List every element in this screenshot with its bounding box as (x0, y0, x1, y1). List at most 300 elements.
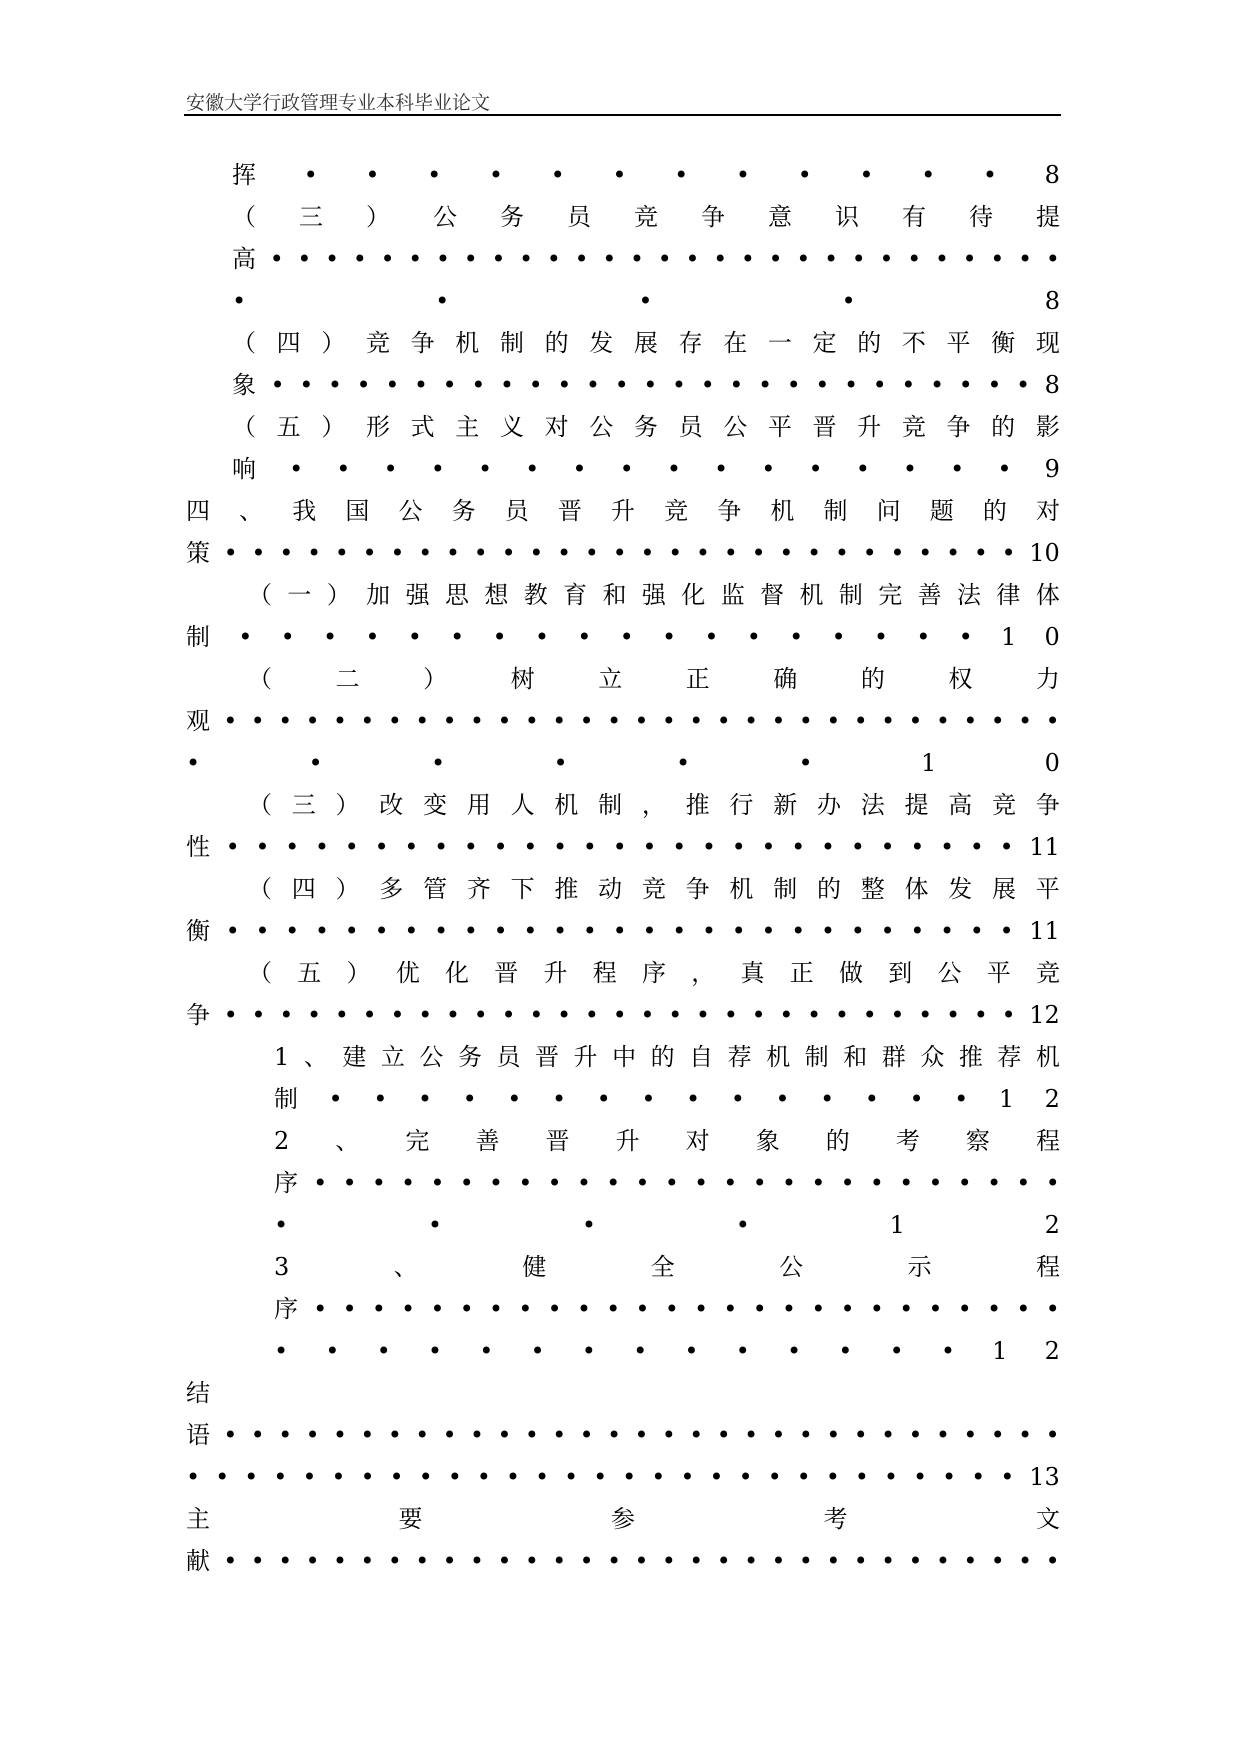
leader-dot: • (853, 1547, 868, 1575)
toc-text: （ (232, 329, 256, 357)
leader-dot: • (251, 539, 266, 567)
leader-dot: • (579, 1547, 594, 1575)
leader-dot: • (244, 1463, 259, 1491)
leader-dot: • (186, 749, 201, 777)
leader-dot: • (270, 371, 285, 399)
toc-text: 竞 (901, 413, 926, 441)
toc-text: 题 (929, 497, 954, 525)
leader-dot: • (999, 917, 1014, 945)
leader-dot: • (890, 539, 905, 567)
leader-dot: • (716, 1421, 731, 1449)
toc-text: 义 (499, 413, 524, 441)
toc-text: 8 (1044, 161, 1060, 189)
leader-dot: • (796, 1463, 811, 1491)
toc-text: 晋 (545, 1127, 570, 1155)
leader-dot: • (730, 1085, 745, 1113)
leader-dot: • (445, 1001, 461, 1029)
toc-text: 定 (812, 329, 837, 357)
leader-dot: • (731, 833, 746, 861)
toc-text: 的 (991, 413, 1016, 441)
leader-dot: • (881, 707, 896, 735)
leader-dot: • (664, 1169, 679, 1197)
leader-dot: • (373, 1085, 388, 1113)
leader-dot: • (518, 1295, 533, 1323)
toc-line (274, 1036, 1060, 1078)
leader-dot: • (518, 1169, 533, 1197)
leader-dot: • (629, 245, 645, 273)
leader-dot: • (505, 1463, 521, 1491)
toc-text: 升 (615, 1127, 640, 1155)
leader-dot: • (278, 1421, 293, 1449)
leader-dot: • (939, 917, 955, 945)
leader-dot: • (462, 1085, 477, 1113)
leader-dot: • (376, 1337, 391, 1365)
leader-dot: • (935, 1421, 950, 1449)
toc-text: 公 (398, 497, 423, 525)
leader-dot: • (768, 245, 783, 273)
toc-text: 1 (992, 1337, 1008, 1365)
leader-dot: • (314, 833, 330, 861)
leader-dot: • (635, 1169, 650, 1197)
leader-dot: • (303, 161, 318, 189)
toc-text: 升 (543, 959, 568, 987)
leader-dot: • (945, 539, 961, 567)
toc-text: （ (248, 959, 272, 987)
leader-dot: • (612, 539, 627, 567)
leader-dot: • (552, 1547, 567, 1575)
toc-line (248, 952, 1060, 994)
toc-line (248, 574, 1060, 616)
toc-text: 衡 (991, 329, 1016, 357)
toc-text: 提 (1036, 203, 1060, 231)
toc-text: 文 (1036, 1505, 1060, 1533)
leader-dot: • (404, 833, 419, 861)
leader-dot: • (232, 287, 247, 315)
toc-text: 、 (303, 1043, 328, 1071)
leader-dot: • (274, 1211, 289, 1239)
toc-text: 机 (766, 1043, 791, 1071)
leader-dot: • (524, 1421, 539, 1449)
leader-dot: • (602, 245, 617, 273)
leader-dot: • (907, 245, 922, 273)
toc-text: 二 (335, 665, 360, 693)
toc-line (186, 910, 1060, 952)
leader-dot: • (841, 287, 856, 315)
toc-text: 四 (186, 497, 210, 525)
leader-dot: • (701, 833, 717, 861)
toc-text: 1 (274, 1043, 290, 1071)
leader-dot: • (557, 539, 572, 567)
toc-text: ） (326, 581, 351, 609)
toc-line (274, 1204, 1060, 1246)
leader-dot: • (250, 1547, 265, 1575)
toc-text: 教 (523, 581, 548, 609)
toc-text: 、 (393, 1253, 418, 1281)
toc-text: 荐 (727, 1043, 752, 1071)
toc-text: 10 (1029, 539, 1060, 567)
toc-line (232, 322, 1060, 364)
leader-dot: • (921, 161, 936, 189)
toc-line (186, 490, 1060, 532)
leader-dot: • (1045, 245, 1060, 273)
toc-text: 确 (773, 665, 798, 693)
leader-dot: • (186, 1463, 201, 1491)
leader-dot: • (497, 1421, 512, 1449)
leader-dot: • (344, 833, 359, 861)
leader-dot: • (546, 245, 561, 273)
leader-dot: • (908, 1421, 923, 1449)
leader-dot: • (612, 833, 627, 861)
toc-text: 的 (816, 875, 841, 903)
toc-line (232, 238, 1060, 280)
toc-text: 做 (839, 959, 863, 987)
leader-dot: • (278, 707, 293, 735)
leader-dot: • (798, 707, 813, 735)
toc-text: 新 (773, 791, 798, 819)
toc-line (186, 1414, 1060, 1456)
leader-dot: • (507, 1085, 522, 1113)
leader-dot: • (332, 1547, 348, 1575)
leader-dot: • (786, 1337, 802, 1365)
leader-dot: • (1045, 1547, 1060, 1575)
toc-text: 的 (650, 1043, 675, 1071)
toc-text: 国 (345, 497, 370, 525)
toc-text: 公 (589, 413, 614, 441)
leader-dot: • (881, 1421, 896, 1449)
leader-dot: • (479, 1337, 494, 1365)
leader-dot: • (751, 539, 766, 567)
leader-dot: • (371, 1169, 386, 1197)
toc-text: 考 (895, 1127, 920, 1155)
leader-dot: • (963, 1421, 978, 1449)
toc-line (186, 1540, 1060, 1582)
toc-text: 推 (554, 875, 579, 903)
toc-text: （ (232, 413, 256, 441)
leader-dot: • (497, 1547, 512, 1575)
toc-text: 策 (186, 539, 210, 567)
toc-text: 观 (186, 707, 210, 735)
leader-dot: • (661, 623, 677, 651)
leader-dot: • (714, 455, 729, 483)
leader-dot: • (493, 917, 508, 945)
toc-text: 察 (965, 1127, 990, 1155)
toc-text: 程 (1036, 1253, 1060, 1281)
leader-dot: • (743, 1421, 759, 1449)
leader-dot: • (834, 539, 849, 567)
leader-dot: • (493, 833, 508, 861)
leader-dot: • (826, 1421, 841, 1449)
leader-dot: • (694, 1169, 709, 1197)
leader-dot: • (825, 1463, 840, 1491)
leader-dot: • (757, 371, 773, 399)
toc-text: 群 (881, 1043, 906, 1071)
toc-text: 的 (857, 329, 882, 357)
leader-dot: • (250, 707, 265, 735)
leader-dot: • (524, 707, 539, 735)
toc-text: 五 (276, 413, 301, 441)
toc-text: 13 (1029, 1463, 1060, 1491)
leader-dot: • (415, 707, 430, 735)
leader-dot: • (771, 1547, 786, 1575)
leader-dot: • (840, 1169, 855, 1197)
toc-text: 高 (232, 245, 256, 273)
leader-dot: • (553, 833, 568, 861)
toc-text: 展 (992, 875, 1017, 903)
toc-text: 竞 (1036, 959, 1060, 987)
leader-dot: • (840, 1295, 855, 1323)
toc-text: （ (248, 875, 272, 903)
toc-text: 0 (1044, 749, 1060, 777)
toc-text: 完 (405, 1127, 430, 1155)
toc-text: 的 (982, 497, 1007, 525)
leader-dot: • (963, 707, 978, 735)
toc-text: 1 (889, 1211, 905, 1239)
leader-dot: • (360, 1547, 375, 1575)
leader-dot: • (325, 245, 340, 273)
leader-dot: • (552, 707, 567, 735)
leader-dot: • (635, 1295, 650, 1323)
leader-dot: • (255, 833, 270, 861)
leader-dot: • (701, 917, 717, 945)
leader-dot: • (1045, 707, 1060, 735)
leader-dot: • (223, 1421, 238, 1449)
leader-dot: • (779, 1001, 794, 1029)
leader-dot: • (971, 1463, 986, 1491)
toc-text: 影 (1035, 413, 1060, 441)
leader-dot: • (689, 1421, 704, 1449)
leader-dot: • (280, 623, 295, 651)
leader-dot: • (761, 455, 776, 483)
leader-dot: • (408, 245, 423, 273)
leader-dot: • (606, 1169, 621, 1197)
leader-dot: • (433, 833, 449, 861)
leader-dot: • (579, 1421, 594, 1449)
leader-dot: • (255, 917, 270, 945)
toc-text: 化 (681, 581, 706, 609)
leader-dot: • (661, 707, 676, 735)
toc-text: （ (248, 581, 272, 609)
toc-text: 建 (342, 1043, 367, 1071)
toc-line (186, 1456, 1060, 1498)
toc-text: （ (248, 791, 272, 819)
toc-text: 完 (878, 581, 903, 609)
leader-dot: • (289, 455, 304, 483)
leader-dot: • (838, 1337, 853, 1365)
leader-dot: • (365, 623, 380, 651)
leader-dot: • (779, 539, 794, 567)
leader-dot: • (958, 623, 973, 651)
toc-text: 高 (948, 791, 973, 819)
toc-text: 管 (423, 875, 448, 903)
leader-dot: • (928, 1169, 943, 1197)
toc-text: 强 (405, 581, 430, 609)
leader-dot: • (579, 707, 594, 735)
leader-dot: • (929, 371, 945, 399)
leader-dot: • (786, 371, 801, 399)
leader-dot: • (576, 1169, 591, 1197)
toc-text: 机 (799, 581, 824, 609)
toc-text: 变 (423, 791, 448, 819)
leader-dot: • (872, 371, 887, 399)
leader-dot: • (574, 245, 589, 273)
leader-dot: • (442, 1421, 457, 1449)
leader-dot: • (843, 371, 859, 399)
toc-text: 11 (1029, 833, 1060, 861)
toc-text: 2 (274, 1127, 290, 1155)
toc-text: 献 (186, 1547, 210, 1575)
leader-dot: • (471, 371, 486, 399)
leader-dot: • (313, 1169, 328, 1197)
toc-text: 象 (755, 1127, 780, 1155)
leader-dot: • (306, 1001, 322, 1029)
leader-dot: • (735, 1211, 750, 1239)
leader-dot: • (940, 1337, 956, 1365)
leader-dot: • (278, 1547, 293, 1575)
leader-dot: • (729, 371, 744, 399)
toc-text: 争 (186, 1001, 210, 1029)
toc-text: ） (335, 791, 360, 819)
leader-dot: • (390, 1001, 405, 1029)
leader-dot: • (807, 1001, 822, 1029)
toc-text: 推 (958, 1043, 983, 1071)
toc-text: 制 (804, 1043, 829, 1071)
toc-text: 、 (335, 1127, 360, 1155)
leader-dot: • (401, 1295, 416, 1323)
toc-text: 晋 (494, 959, 519, 987)
toc-text: 务 (457, 1043, 482, 1071)
leader-dot: • (374, 833, 389, 861)
leader-dot: • (918, 1001, 933, 1029)
leader-dot: • (596, 1085, 611, 1113)
toc-text: 公 (937, 959, 962, 987)
toc-line (232, 154, 1060, 196)
toc-text: 法 (860, 791, 885, 819)
leader-dot: • (982, 161, 997, 189)
leader-dot: • (445, 539, 461, 567)
leader-dot: • (469, 707, 485, 735)
leader-dot: • (716, 707, 731, 735)
toc-text: 的 (544, 329, 569, 357)
leader-dot: • (418, 1001, 433, 1029)
toc-text: 序 (274, 1295, 298, 1323)
leader-dot: • (529, 539, 544, 567)
leader-dot: • (880, 833, 895, 861)
toc-text: 立 (598, 665, 623, 693)
leader-dot: • (912, 1463, 928, 1491)
leader-dot: • (442, 1547, 457, 1575)
leader-dot: • (459, 1295, 474, 1323)
leader-dot: • (999, 833, 1014, 861)
leader-dot: • (738, 1463, 753, 1491)
toc-text: 四 (276, 329, 301, 357)
leader-dot: • (401, 1169, 416, 1197)
leader-dot: • (761, 833, 776, 861)
leader-dot: • (986, 1295, 1002, 1323)
toc-text: 存 (678, 329, 703, 357)
leader-dot: • (807, 539, 822, 567)
leader-dot: • (661, 1547, 676, 1575)
toc-text: 三 (299, 203, 323, 231)
leader-dot: • (302, 1463, 317, 1491)
leader-dot: • (552, 1421, 567, 1449)
leader-dot: • (642, 917, 657, 945)
leader-dot: • (771, 1421, 786, 1449)
toc-text: 育 (563, 581, 588, 609)
leader-dot: • (492, 623, 507, 651)
leader-dot: • (880, 917, 895, 945)
toc-text: 树 (510, 665, 535, 693)
toc-text: 11 (1029, 917, 1060, 945)
toc-text: 1 (1000, 623, 1017, 651)
toc-text: ） (423, 665, 448, 693)
leader-dot: • (934, 245, 949, 273)
leader-dot: • (723, 1169, 738, 1197)
toc-text: 、 (239, 497, 264, 525)
toc-text: 9 (1044, 455, 1060, 483)
leader-dot: • (642, 833, 657, 861)
leader-dot: • (313, 1295, 328, 1323)
leader-dot: • (664, 1295, 679, 1323)
leader-dot: • (491, 245, 506, 273)
leader-dot: • (791, 833, 806, 861)
leader-dot: • (767, 1463, 782, 1491)
leader-dot: • (820, 833, 836, 861)
toc-text: 程 (592, 959, 617, 987)
leader-dot: • (910, 917, 925, 945)
toc-text: 全 (650, 1253, 675, 1281)
toc-text: 行 (729, 791, 754, 819)
leader-dot: • (383, 455, 398, 483)
toc-text: 结 (186, 1379, 210, 1407)
leader-dot: • (1016, 1169, 1031, 1197)
leader-dot: • (435, 287, 450, 315)
toc-text: 机 (455, 329, 480, 357)
toc-text: 衡 (186, 917, 210, 945)
leader-dot: • (553, 749, 568, 777)
leader-dot: • (798, 749, 813, 777)
leader-dot: • (890, 1001, 905, 1029)
leader-dot: • (534, 1463, 550, 1491)
leader-dot: • (297, 245, 312, 273)
leader-dot: • (899, 1169, 914, 1197)
leader-dot: • (606, 1295, 621, 1323)
leader-dot: • (889, 1337, 904, 1365)
leader-dot: • (614, 371, 629, 399)
leader-dot: • (633, 1337, 648, 1365)
leader-dot: • (622, 1463, 637, 1491)
toc-text: 真 (740, 959, 765, 987)
leader-dot: • (581, 1211, 596, 1239)
leader-dot: • (269, 245, 284, 273)
leader-dot: • (387, 707, 402, 735)
leader-dot: • (672, 917, 687, 945)
leader-dot: • (328, 1085, 343, 1113)
toc-text: 公 (433, 203, 457, 231)
leader-dot: • (442, 707, 457, 735)
leader-dot: • (463, 833, 478, 861)
leader-dot: • (308, 749, 323, 777)
leader-dot: • (723, 539, 738, 567)
leader-dot: • (477, 455, 493, 483)
leader-dot: • (325, 1337, 340, 1365)
leader-dot: • (223, 539, 238, 567)
leader-dot: • (581, 1337, 596, 1365)
toc-text: 竞 (365, 329, 390, 357)
leader-dot: • (990, 1421, 1005, 1449)
toc-text: 8 (1044, 371, 1060, 399)
toc-text: 式 (410, 413, 435, 441)
leader-dot: • (547, 1295, 562, 1323)
